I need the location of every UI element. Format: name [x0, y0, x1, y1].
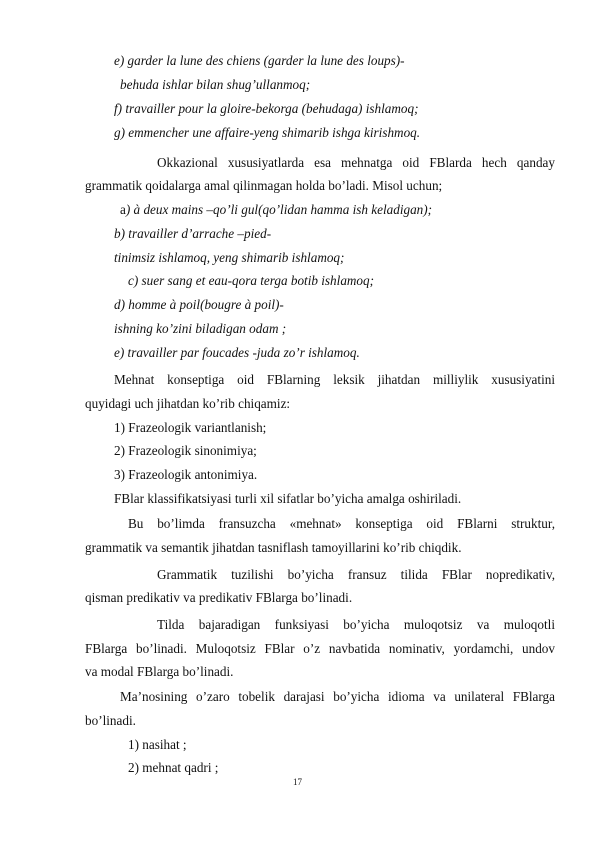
text-line: e) travailler par foucades -juda zo’r ishlamoq.: [114, 345, 360, 360]
paragraph-line: Tilda bajaradigan funksiyasi bo’yicha muloqotsiz va muloqotli: [157, 617, 555, 632]
paragraph-line: Mehnat konseptiga oid FBlarning leksik jihatdan milliylik xususiyatini: [114, 372, 555, 387]
text-line: ishning ko’zini biladigan odam ;: [114, 321, 287, 336]
paragraph-line: grammatik va semantik jihatdan tasniflash tamoyillarini ko’rib chiqdik.: [85, 540, 462, 555]
paragraph-line: qisman predikativ va predikativ FBlarga bo’linadi.: [85, 590, 353, 605]
text-line: b) travailler d’arrache –pied-: [114, 226, 272, 241]
list-item: 1) Frazeologik variantlanish;: [114, 420, 267, 435]
paragraph-line: quyidagi uch jihatdan ko’rib chiqamiz:: [85, 396, 291, 411]
paragraph-line: va modal FBlarga bo’linadi.: [85, 664, 234, 679]
paragraph-line: bo’linadi.: [85, 713, 136, 728]
text-line: behuda ishlar bilan shug’ullanmoq;: [120, 77, 311, 92]
paragraph-line: Okkazional xususiyatlarda esa mehnatga oid FBlarda hech qanday: [157, 155, 555, 170]
example-letter: a: [120, 202, 126, 217]
text-line: d) homme à poil(bougre à poil)-: [114, 297, 284, 312]
paragraph-line: Ma’nosining o’zaro tobelik darajasi bo’yicha idioma va unilateral FBlarga: [120, 689, 555, 704]
list-item: 2) mehnat qadri ;: [128, 760, 219, 775]
list-item: 2) Frazeologik sinonimiya;: [114, 443, 257, 458]
paragraph-line: FBlarga bo’linadi. Muloqotsiz FBlar o’z navbatida nominativ, yordamchi, undov: [85, 641, 555, 656]
list-item: 3) Frazeologik antonimiya.: [114, 467, 258, 482]
page-number: 17: [293, 777, 302, 787]
text-line: g) emmencher une affaire-yeng shimarib ishga kirishmoq.: [114, 125, 421, 140]
text-line: tinimsiz ishlamoq, yeng shimarib ishlamoq;: [114, 250, 345, 265]
example-text: ) à deux mains –qo’li gul(qo’lidan hamma ish keladigan);: [125, 202, 433, 217]
text-line: c) suer sang et eau-qora terga botib ishlamoq;: [128, 273, 375, 288]
text-line: e) garder la lune des chiens (garder la lune des loups)-: [114, 53, 405, 68]
list-item: 1) nasihat ;: [128, 737, 187, 752]
paragraph-line: Grammatik tuzilishi bo’yicha fransuz tilida FBlar nopredikativ,: [157, 567, 555, 582]
paragraph-line: FBlar klassifikatsiyasi turli xil sifatlar bo’yicha amalga oshiriladi.: [114, 491, 462, 506]
paragraph-line: grammatik qoidalarga amal qilinmagan holda bo’ladi. Misol uchun;: [85, 178, 443, 193]
paragraph-line: Bu bo’limda fransuzcha «mehnat» konseptiga oid FBlarni struktur,: [128, 516, 555, 531]
example-line: [120, 202, 432, 218]
text-line: f) travailler pour la gloire-bekorga (behudaga) ishlamoq;: [114, 101, 419, 116]
